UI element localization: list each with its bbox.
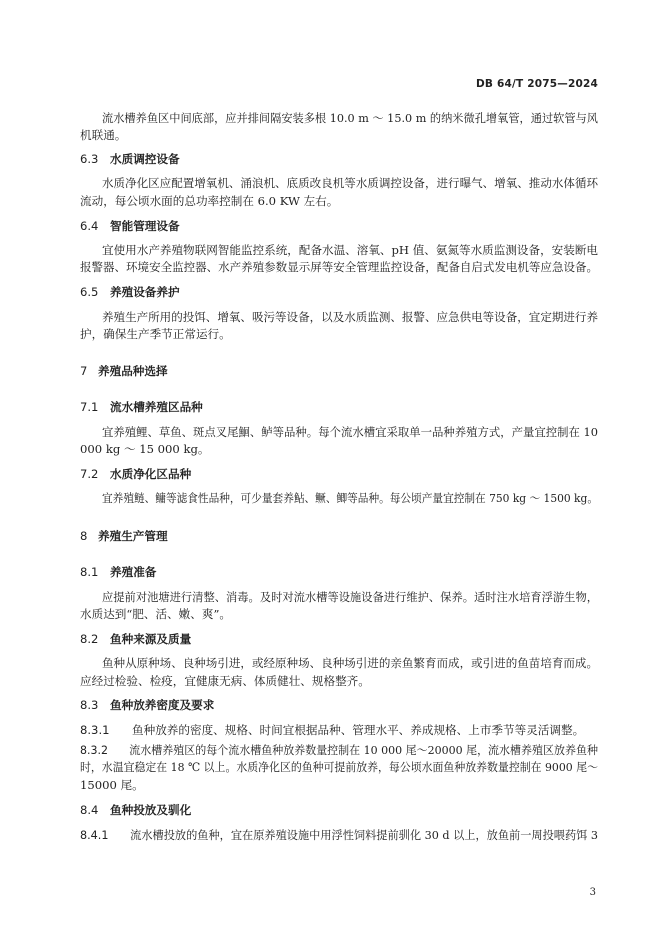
paragraph-line: 应经过检验、检疫，宜健康无病、体质健壮、规格整齐。 — [80, 674, 370, 688]
document-code-header: DB 64/T 2075—2024 — [476, 78, 598, 90]
paragraph-line: 水质净化区应配置增氧机、涌浪机、底质改良机等水质调控设备，进行曝气、增氧、推动水体循环 — [102, 176, 598, 190]
paragraph-line: 000 kg ～ 15 000 kg。 — [80, 442, 210, 456]
section-number: 6.3 — [80, 152, 99, 166]
section-title: 养殖准备 — [110, 565, 157, 579]
section-number: 8.2 — [80, 632, 99, 646]
paragraph-line: 护，确保生产季节正常运行。 — [80, 327, 231, 341]
section-title: 水质调控设备 — [110, 152, 180, 166]
chapter-title: 养殖生产管理 — [98, 529, 168, 543]
paragraph-line: 时，水温宜稳定在 18 ℃ 以上。水质净化区的鱼种可提前放养，每公顷水面鱼种放养数量控制在 9000 尾～ — [80, 760, 598, 774]
chapter-title: 养殖品种选择 — [98, 364, 168, 378]
paragraph-line: 水质达到“肥、活、嫩、爽”。 — [80, 607, 231, 621]
section-heading-6-3 — [80, 151, 180, 167]
paragraph-line: 流水槽养鱼区中间底部，应并排间隔安装多根 10.0 m ～ 15.0 m 的纳米微孔增氧管，通过软管与风 — [102, 111, 598, 125]
clause-text: 流水槽投放的鱼种，宜在原养殖设施中用浮性饲料提前驯化 30 d 以上，放鱼前一周投喂药饵 3 — [130, 828, 598, 842]
paragraph-line: 宜使用水产养殖物联网智能监控系统，配备水温、溶氧、pH 值、氨氮等水质监测设备，安装断电 — [102, 243, 598, 257]
section-title: 智能管理设备 — [110, 219, 180, 233]
clause-text: 鱼种放养的密度、规格、时间宜根据品种、管理水平、养成规格、上市季节等灵活调整。 — [132, 723, 585, 737]
paragraph-line: 流动，每公顷水面的总功率控制在 6.0 KW 左右。 — [80, 194, 339, 208]
paragraph-line: 宜养殖鲢、鳙等滤食性品种，可少量套养鲇、鳜、鲫等品种。每公顷产量宜控制在 750 kg ～ 1500 kg。 — [102, 491, 598, 505]
paragraph-line: 报警器、环境安全监控器、水产养殖参数显示屏等安全管理监控设备，配备自启式发电机等应急设备。 — [80, 260, 598, 274]
chapter-heading-8 — [80, 528, 168, 544]
section-heading-8-3 — [80, 697, 214, 713]
section-heading-7-1 — [80, 399, 203, 415]
section-heading-8-4 — [80, 802, 191, 818]
section-title: 鱼种来源及质量 — [110, 632, 192, 646]
paragraph-line: 15000 尾。 — [80, 778, 144, 792]
section-number: 8.4 — [80, 803, 99, 817]
section-title: 水质净化区品种 — [110, 467, 192, 481]
section-number: 6.5 — [80, 285, 99, 299]
section-number: 6.4 — [80, 219, 99, 233]
clause-8-4-1 — [80, 827, 598, 843]
clause-8-3-1 — [80, 722, 584, 738]
paragraph-line: 机联通。 — [80, 128, 127, 142]
section-number: 8.3 — [80, 698, 99, 712]
chapter-number: 7 — [80, 364, 88, 378]
section-heading-8-1 — [80, 564, 156, 580]
section-heading-6-4 — [80, 218, 180, 234]
section-title: 流水槽养殖区品种 — [110, 400, 203, 414]
clause-number: 8.3.2 — [80, 743, 108, 757]
clause-number: 8.3.1 — [80, 723, 110, 737]
chapter-heading-7 — [80, 363, 168, 379]
section-heading-6-5 — [80, 284, 180, 300]
clause-8-3-2 — [80, 742, 598, 758]
paragraph-line: 应提前对池塘进行清整、消毒。及时对流水槽等设施设备进行维护、保养。适时注水培育浮游生物， — [102, 590, 598, 604]
section-heading-7-2 — [80, 466, 191, 482]
paragraph-line: 鱼种从原种场、良种场引进，或经原种场、良种场引进的亲鱼繁育而成，或引进的鱼苗培育而成。 — [102, 656, 598, 670]
section-title: 鱼种投放及驯化 — [110, 803, 192, 817]
clause-text: 流水槽养殖区的每个流水槽鱼种放养数量控制在 10 000 尾～20000 尾，流水槽养殖区放养鱼种 — [129, 743, 598, 757]
chapter-number: 8 — [80, 529, 88, 543]
section-title: 鱼种放养密度及要求 — [110, 698, 215, 712]
section-title: 养殖设备养护 — [110, 285, 180, 299]
section-heading-8-2 — [80, 631, 191, 647]
paragraph-line: 宜养殖鲤、草鱼、斑点叉尾鮰、鲈等品种。每个流水槽宜采取单一品种养殖方式，产量宜控制在 10 — [102, 425, 598, 439]
section-number: 8.1 — [80, 565, 99, 579]
section-number: 7.2 — [80, 467, 99, 481]
section-number: 7.1 — [80, 400, 99, 414]
paragraph-line: 养殖生产所用的投饵、增氧、吸污等设备，以及水质监测、报警、应急供电等设备，宜定期进行养 — [102, 310, 598, 324]
page-number: 3 — [589, 887, 596, 898]
clause-number: 8.4.1 — [80, 828, 109, 842]
